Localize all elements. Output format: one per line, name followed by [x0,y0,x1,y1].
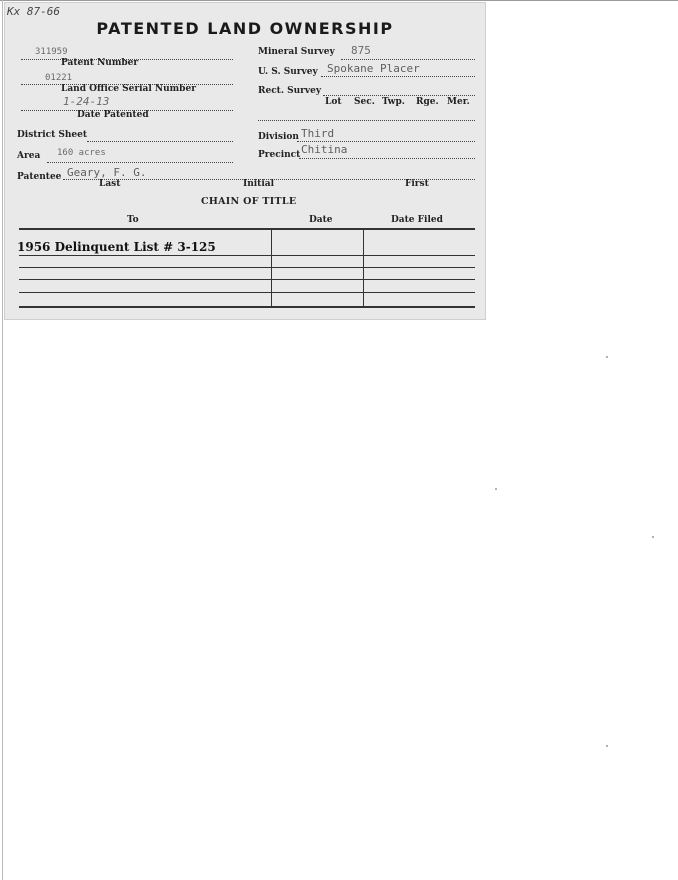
rge-label: Rge. [416,97,439,107]
serial-number-label: Land Office Serial Number [61,84,196,94]
precinct-value: Chitina [301,143,348,156]
mineral-survey-line [341,59,475,60]
chain-row-line-1 [19,255,475,256]
chain-row-line-3 [19,279,475,280]
col-header-date: Date [309,215,333,225]
sec-label: Sec. [354,97,375,107]
lot-label: Lot [325,97,342,107]
twp-label: Twp. [382,97,405,107]
rect-survey-label: Rect. Survey [258,86,322,96]
division-line [297,141,475,142]
col-header-to: To [127,215,139,225]
chain-col-divider-1 [271,229,272,308]
area-line [47,162,233,163]
area-value: 160 acres [57,148,106,158]
card-title: PATENTED LAND OWNERSHIP [96,19,394,38]
initial-label: Initial [243,179,274,189]
us-survey-line [321,76,475,77]
patent-number-value: 311959 [35,47,68,57]
rect-survey-line [323,95,475,96]
chain-header-rule [19,228,475,230]
area-label: Area [17,151,41,161]
chain-col-divider-2 [363,229,364,308]
date-patented-value: 1-24-13 [63,95,110,108]
scan-speck [606,356,608,358]
chain-of-title-heading: CHAIN OF TITLE [201,196,297,207]
page-left-edge [2,0,3,880]
division-value: Third [301,127,335,140]
precinct-label: Precinct [258,150,301,160]
col-header-date-filed: Date Filed [391,215,443,225]
page-top-edge [0,0,678,1]
mer-label: Mer. [447,97,470,107]
ownership-card [4,2,486,320]
rect-survey-detail-line [258,120,475,121]
corner-note: Kx 87-66 [7,5,60,18]
precinct-line [299,158,475,159]
last-label: Last [99,179,121,189]
patent-number-label: Patent Number [61,58,139,68]
first-label: First [405,179,429,189]
mineral-survey-label: Mineral Survey [258,47,335,57]
patentee-label: Patentee [17,172,62,182]
division-label: Division [258,132,299,142]
us-survey-value: Spokane Placer [327,62,420,75]
chain-row-line-4 [19,292,475,293]
scan-speck [495,488,497,490]
mineral-survey-value: 875 [351,44,371,57]
scan-speck [606,745,608,747]
district-sheet-label: District Sheet [17,130,88,140]
chain-bottom-rule [19,306,475,308]
patentee-value: Geary, F. G. [67,166,147,179]
scan-speck [652,536,654,538]
serial-number-value: 01221 [45,73,73,83]
district-sheet-line [87,141,233,142]
us-survey-label: U. S. Survey [258,67,318,77]
date-patented-label: Date Patented [77,110,149,120]
chain-row-line-2 [19,267,475,268]
chain-row-1-to: 1956 Delinquent List # 3-125 [17,240,216,254]
